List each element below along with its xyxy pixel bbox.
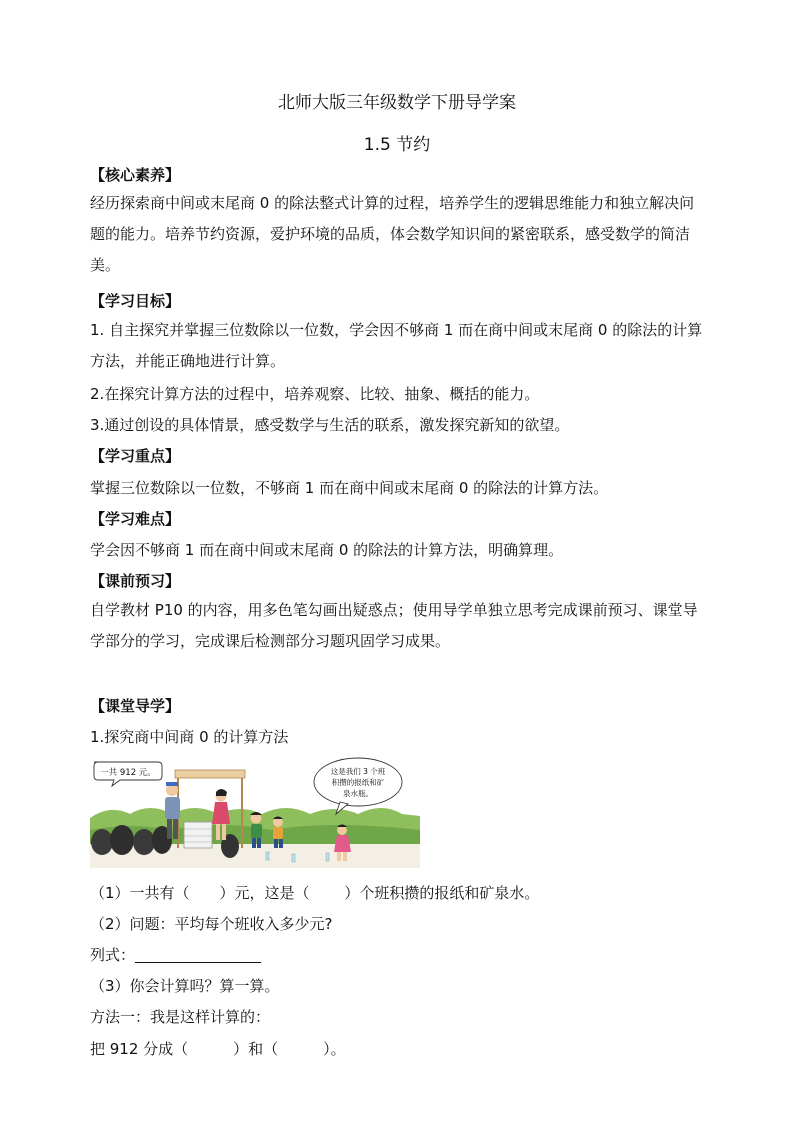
key-text: 掌握三位数除以一位数，不够商 1 而在商中间或末尾商 0 的除法的计算方法。 [90, 479, 609, 497]
recycling-illustration [90, 756, 420, 868]
lesson-subtitle: 1.5 节约 [363, 135, 431, 155]
goals-heading: 【学习目标】 [90, 292, 181, 310]
split-text: 把 912 分成（ ）和（ ）。 [90, 1040, 346, 1058]
speech-bubble-right-line-1: 这是我们 3 个班 [330, 767, 386, 776]
goal-1: 1. 自主探究并掌握三位数除以一位数，学会因不够商 1 而在商中间或末尾商 0 的除法的计算方法，并能正确地进行计算。 [90, 321, 703, 370]
man-body-shape [165, 797, 180, 819]
method-1: 方法一：我是这样计算的： [90, 1008, 271, 1026]
document-title: 北师大版三年级数学下册导学案 [278, 93, 516, 113]
speech-bubble-right-line-2: 积攒的报纸和矿 [331, 778, 385, 787]
question-2: （2）问题：平均每个班收入多少元? [90, 915, 333, 933]
preview-text: 自学教材 P10 的内容，用多色笔勾画出疑惑点；使用导学单独立思考完成课前预习、课堂导学部分的学习，完成课后检测部分习题巩固学习成果。 [90, 601, 698, 650]
boy-body-shape [273, 827, 283, 839]
question-3: （3）你会计算吗？算一算。 [90, 977, 280, 995]
core-heading: 【核心素养】 [90, 166, 181, 184]
bag-shape [91, 829, 113, 855]
speech-bubble-right-line-3: 泉水瓶。 [343, 789, 373, 798]
woman-body-shape [212, 802, 230, 824]
goal-2: 2.在探究计算方法的过程中，培养观察、比较、抽象、概括的能力。 [90, 385, 540, 403]
newspaper-stack-shape [184, 822, 212, 848]
core-text: 经历探索商中间或末尾商 0 的除法整式计算的过程，培养学生的逻辑思维能力和独立解决问题的能力。培养节约资源，爱护环境的品质，体会数学知识间的紧密联系，感受数学的简洁美。 [90, 194, 695, 274]
bottle-shape [326, 853, 329, 861]
difficulty-text: 学会因不够商 1 而在商中间或末尾商 0 的除法的计算方法，明确算理。 [90, 541, 564, 559]
bottle-shape [266, 852, 269, 860]
key-heading: 【学习重点】 [90, 447, 181, 465]
awning-shape [175, 770, 245, 778]
goal-3: 3.通过创设的具体情景，感受数学与生活的联系，激发探究新知的欲望。 [90, 416, 570, 434]
question-1: （1）一共有（ ）元，这是（ ）个班积攒的报纸和矿泉水。 [90, 884, 540, 902]
boy-body-shape [251, 824, 262, 838]
bag-shape [110, 825, 134, 855]
bag-shape [133, 829, 155, 855]
formula-answer-blank[interactable] [135, 946, 261, 963]
bottle-shape [292, 854, 295, 862]
guide-heading: 【课堂导学】 [90, 697, 181, 715]
speech-bubble-left-text: 一共 912 元。 [100, 768, 156, 778]
guide-item-1: 1.探究商中间商 0 的计算方法 [90, 728, 289, 746]
formula-line [90, 944, 261, 965]
preview-heading: 【课前预习】 [90, 572, 181, 590]
formula-label: 列式： [90, 946, 136, 964]
difficulty-heading: 【学习难点】 [90, 510, 181, 528]
